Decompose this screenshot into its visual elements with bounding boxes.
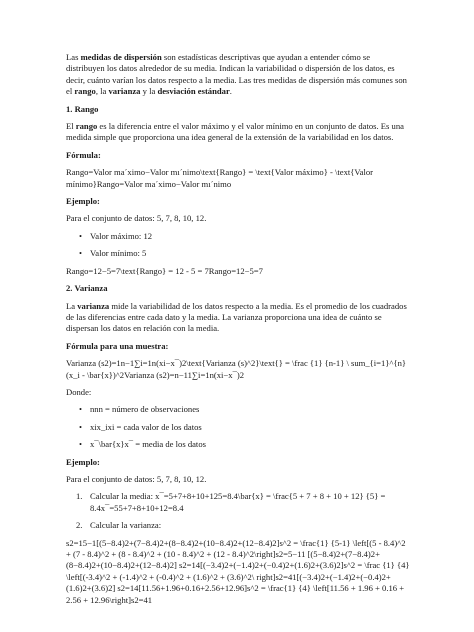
rango-values-list — [66, 231, 410, 260]
step-number: 2. — [76, 520, 83, 531]
intro-bold-term: rango — [74, 86, 96, 97]
intro-bold-term: varianza — [108, 86, 141, 97]
list-item: • Valor mínimo: 5 — [66, 248, 410, 259]
rango-heading: 1. Rango — [66, 103, 99, 114]
varianza-definition — [66, 301, 410, 335]
list-item: • Valor máximo: 12 — [66, 231, 410, 242]
list-item: • xix_ixi = cada valor de los datos — [66, 422, 410, 433]
list-item: • x¯\bar{x}x¯ = media de los datos — [66, 439, 410, 450]
rango-example-label: Ejemplo: — [66, 196, 100, 207]
varianza-def-bold: varianza — [77, 300, 110, 311]
rango-example-text: Para el conjunto de datos: 5, 7, 8, 10, 12. — [66, 213, 207, 224]
rango-def-bold: rango — [75, 121, 98, 132]
document-content — [66, 52, 410, 610]
varianza-example-text: Para el conjunto de datos: 5, 7, 8, 10, 12. — [66, 473, 207, 484]
steps-list — [66, 491, 410, 531]
rango-definition — [66, 121, 410, 144]
rango-result: Rango=12−5=7\text{Rango} = 12 - 5 = 7Rango=12−5=7 — [66, 265, 263, 276]
rango-def-text: El — [66, 121, 76, 132]
intro-text: . — [229, 86, 232, 97]
rango-formula: Rango=Valor ma´ximo−Valor mı´nimo\text{Rango} = \text{Valor máximo} - \text{Valor mínimo}Rango=Valor ma´ximo−Valor mı´nimo — [66, 167, 374, 189]
varianza-heading: 2. Varianza — [66, 283, 108, 294]
varianza-formula: Varianza (s2)=1n−1∑i=1n(xi−x¯)2\text{Varianza (s)^2}\text{} = \frac {1} {n-1} \ sum_{i=1}^{n} (x_i - \bar{x})^2Varianza (s2)=n−11∑i=1n(xi−x¯)2 — [66, 358, 407, 380]
donde-list — [66, 404, 410, 450]
varianza-def-text: La — [66, 300, 78, 311]
list-item — [66, 520, 410, 531]
step-text: Calcular la media: x¯=5+7+8+10+125=8.4\bar{x} = \frac{5 + 7 + 8 + 10 + 12} {5} = 8.4x¯=55+7+8+10+12=8.4 — [90, 491, 386, 513]
intro-text: y la — [140, 86, 158, 97]
varianza-formula-label: Fórmula para una muestra: — [66, 340, 169, 351]
list-item — [66, 491, 410, 514]
varianza-example-label: Ejemplo: — [66, 456, 100, 467]
donde-label: Donde: — [66, 386, 92, 397]
intro-text: Las — [66, 52, 81, 62]
intro-text: , la — [95, 86, 109, 97]
intro-bold-term: medidas de dispersión — [80, 52, 162, 62]
intro-paragraph — [66, 52, 410, 98]
intro-bold-term: desviación estándar — [157, 86, 230, 97]
rango-formula-label: Fórmula: — [66, 149, 101, 160]
intro-text: son estadísticas descriptivas que ayudan a entender cómo se distribuyen los datos alrededor de su media. Indican la variabilidad o dispersión de los datos, es decir, cuánto varían los datos respecto a la media. Las tres medidas de dispersión más comunes son el — [66, 52, 407, 97]
step-number: 1. — [76, 491, 83, 502]
step-text: Calcular la varianza: — [90, 520, 162, 531]
rango-def-text: es la diferencia entre el valor máximo y el valor mínimo en un conjunto de datos. Es una medida simple que proporciona una idea general de la extensión de la variabilidad en los datos. — [66, 121, 404, 143]
variance-calculation: s2=15−1[(5−8.4)2+(7−8.4)2+(8−8.4)2+(10−8.4)2+(12−8.4)2]s^2 = \frac{1} {5-1} \left[(5 - 8.4)^2 + (7 - 8.4)^2 + (8 - 8.4)^2 + (10 - 8.4)^2 + (12 - 8.4)^2\right]s2=5−11 [(5−8.4)2+(7−8.4)2+(8−8.4)2+(10−8.4)2+(12−8.4)2] s2=14[(−3.4)2+(−1.4)2+(−0.4)2+(1.6)2+(3.6)2]s^2 = \frac {1} {4} \left[(-3.4)^2 + (-1.4)^2 + (-0.4)^2 + (1.6)^2 + (3.6)^2\ right]s2=41[(−3.4)2+(−1.4)2+(−0.4)2+(1.6)2+(3.6)2] s2=14[11.56+1.96+0.16+2.56+12.96]s^2 = \frac{1} {4} \left[11.56 + 1.96 + 0.16 + 2.56 + 12.96\right]s2=41 — [66, 537, 410, 605]
varianza-def-text: mide la variabilidad de los datos respecto a la media. Es el promedio de los cuadrados de las diferencias entre cada dato y la media. La varianza proporciona una idea de cuánto se dispersan los datos en relación con la media. — [66, 300, 407, 334]
list-item: • nnn = número de observaciones — [66, 404, 410, 415]
